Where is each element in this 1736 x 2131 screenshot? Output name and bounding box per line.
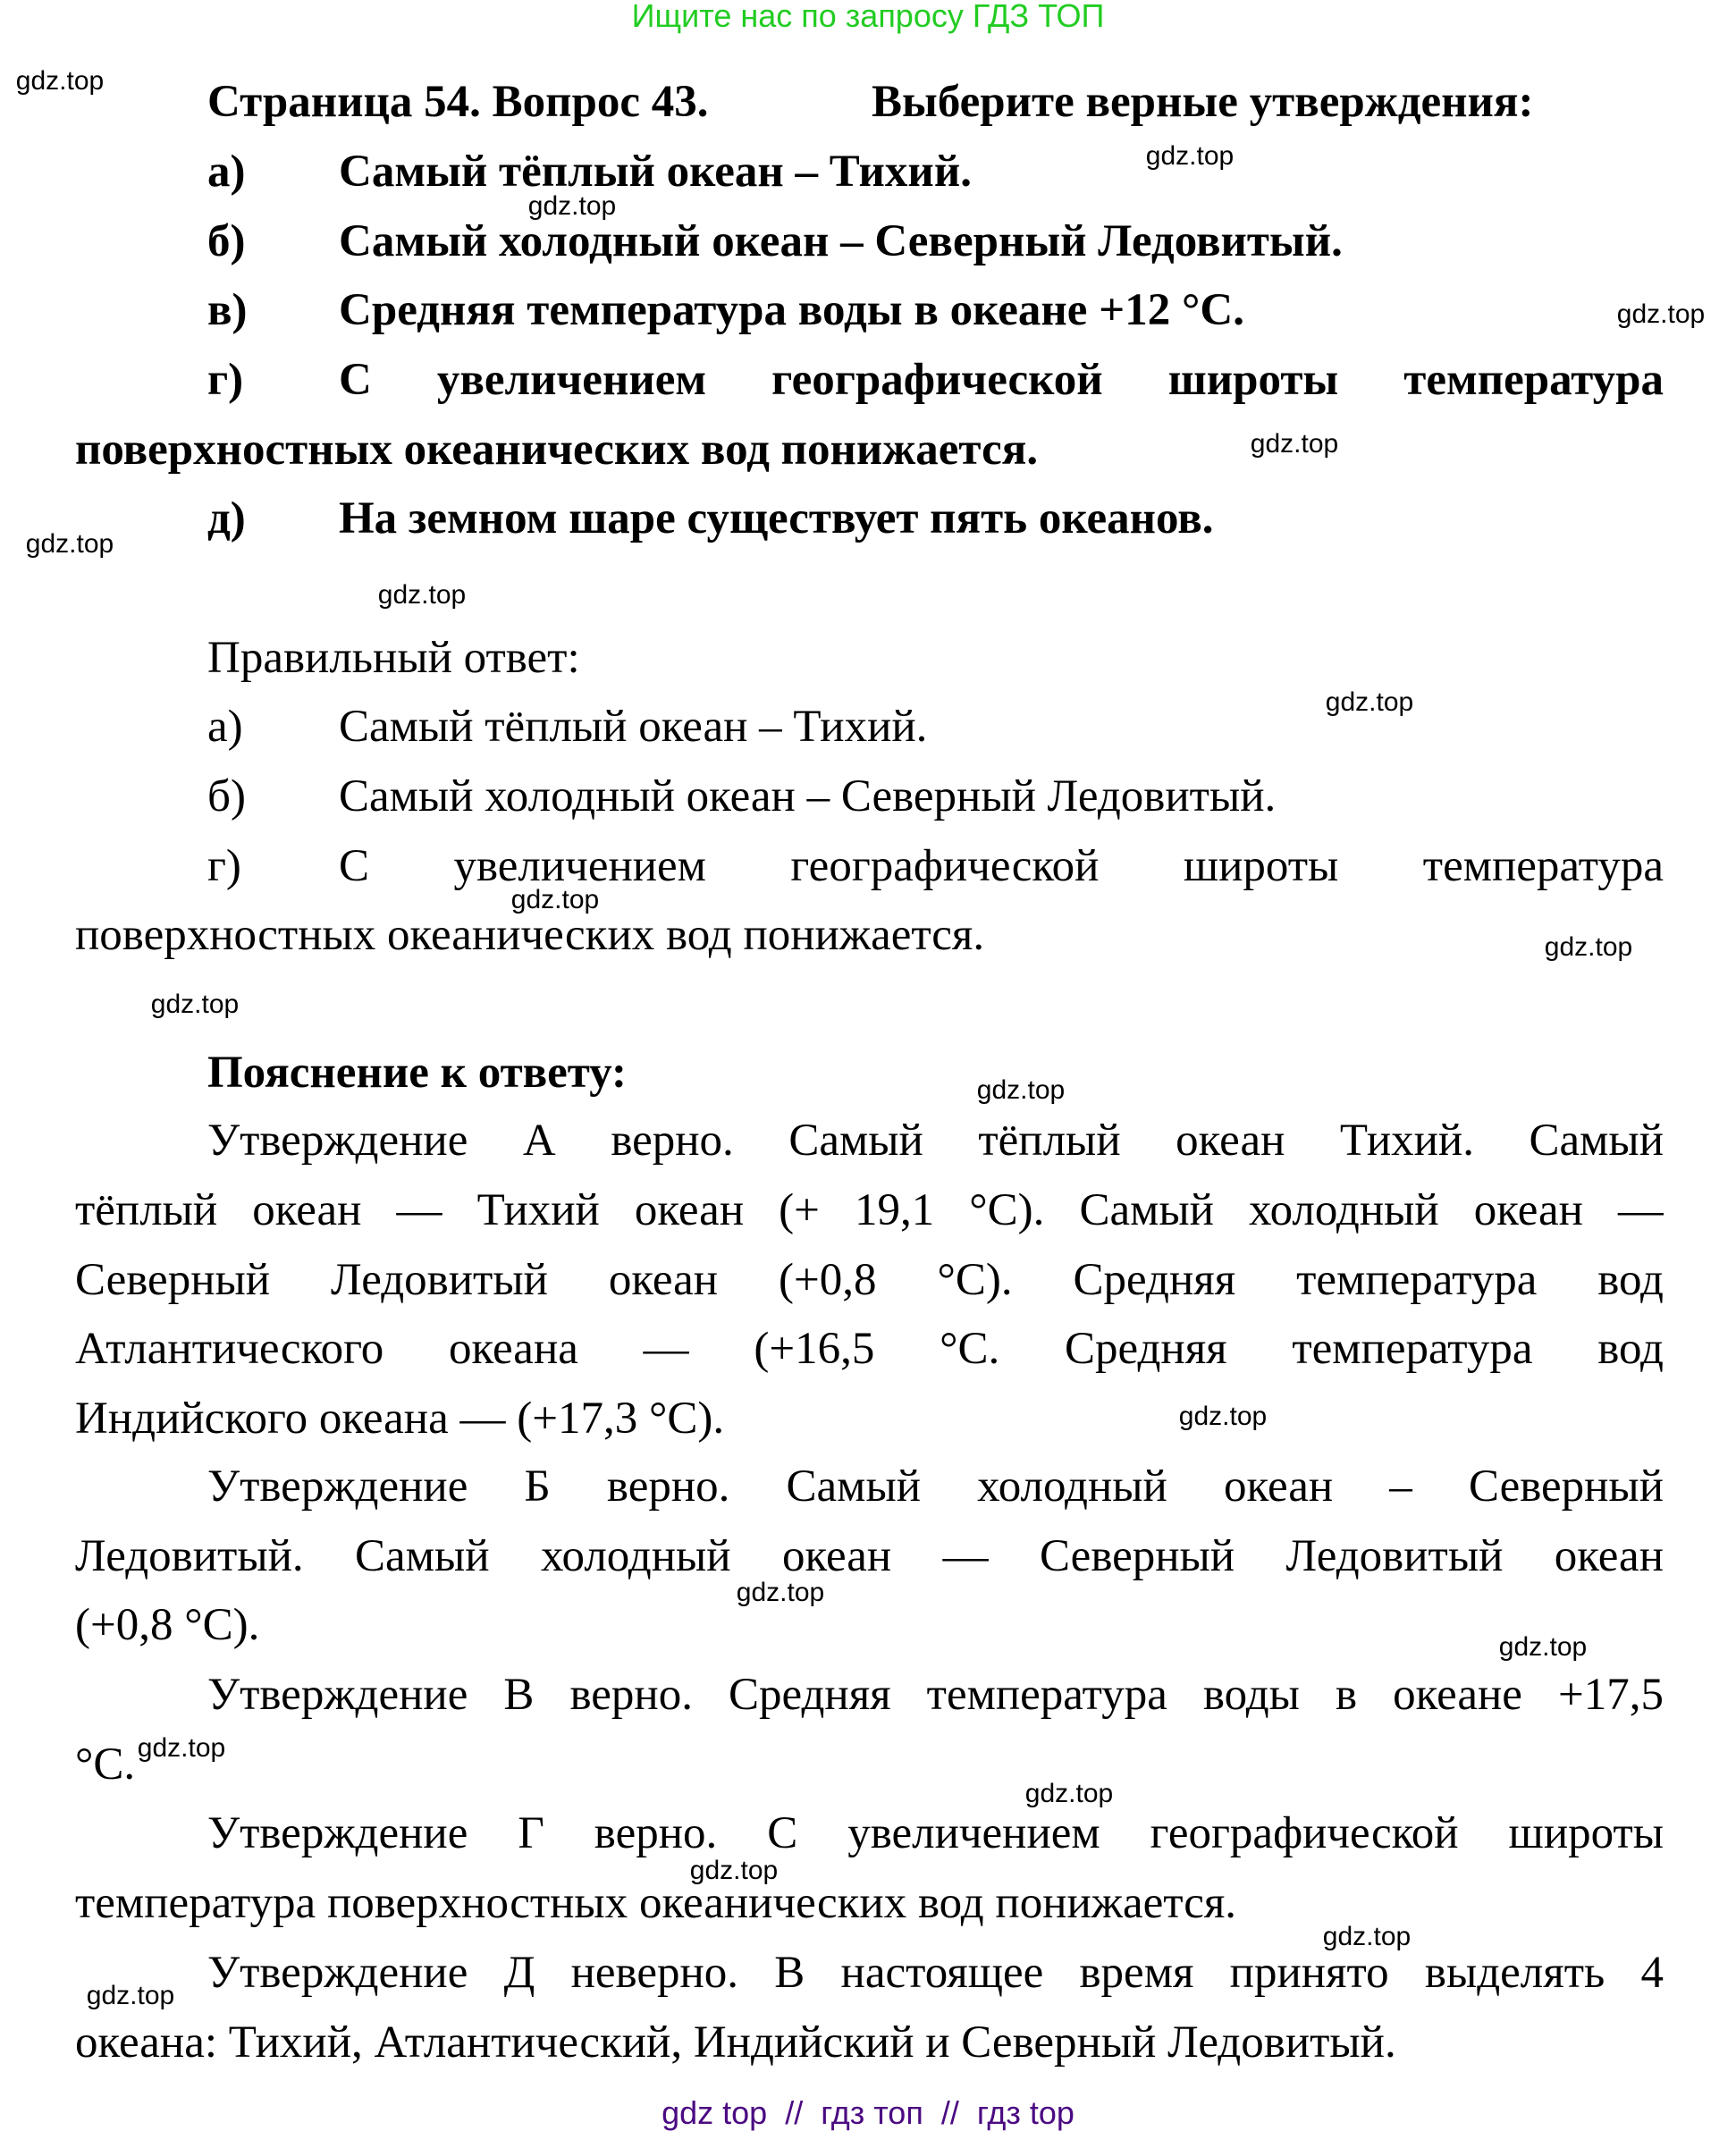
watermark: gdz.top (1145, 141, 1235, 171)
question-number: Страница 54. Вопрос 43. (207, 77, 709, 127)
watermark: gdz.top (1024, 1779, 1114, 1808)
bottom-banner[interactable]: gdz top // гдз топ // гдз top (662, 2094, 1074, 2131)
watermark: gdz.top (377, 580, 467, 610)
top-banner[interactable]: Ищите нас по запросу ГДЗ ТОП (631, 0, 1105, 34)
answer-text-continued: поверхностных океанических вод понижается. (75, 910, 985, 960)
explanation-line: Индийского океана — (+17,3 °С). (75, 1394, 725, 1444)
answer-label: б) (207, 771, 246, 821)
option-label: г) (207, 355, 244, 405)
explanation-title: Пояснение к ответу: (207, 1048, 627, 1098)
option-text-continued: поверхностных океанических вод понижается. (75, 425, 1039, 475)
option-text: Самый тёплый океан – Тихий. (339, 147, 972, 197)
explanation-line: Ледовитый. Самый холодный океан — Северный Ледовитый океан (75, 1531, 1664, 1581)
watermark: gdz.top (1322, 1922, 1412, 1951)
answer-label: а) (207, 702, 243, 752)
option-label: д) (207, 493, 246, 543)
explanation-line: Утверждение А верно. Самый тёплый океан Тихий. Самый (207, 1116, 1664, 1166)
explanation-line: температура поверхностных океанических вод понижается. (75, 1878, 1237, 1928)
option-text: Средняя температура воды в океане +12 °С. (339, 285, 1244, 335)
watermark: gdz.top (86, 1981, 175, 2010)
explanation-line: °С. (75, 1739, 136, 1790)
explanation-line: океана: Тихий, Атлантический, Индийский и Северный Ледовитый. (75, 2017, 1396, 2068)
explanation-line: Утверждение Д неверно. В настоящее время принято выделять 4 (207, 1948, 1664, 1998)
watermark: gdz.top (527, 191, 617, 221)
explanation-line: Утверждение Г верно. С увеличением географической широты (207, 1808, 1664, 1858)
watermark: gdz.top (736, 1578, 825, 1607)
watermark: gdz.top (1178, 1402, 1268, 1431)
watermark: gdz.top (25, 529, 114, 559)
watermark: gdz.top (1325, 687, 1414, 717)
option-text: На земном шаре существует пять океанов. (339, 493, 1214, 543)
answer-text: Самый холодный океан – Северный Ледовитый. (339, 771, 1277, 821)
explanation-line: Утверждение Б верно. Самый холодный океан – Северный (207, 1461, 1664, 1512)
explanation-line: (+0,8 °С). (75, 1600, 260, 1650)
explanation-line: Утверждение В верно. Средняя температура воды в океане +17,5 (207, 1670, 1664, 1720)
question-prompt: Выберите верные утверждения: (872, 77, 1534, 127)
option-text: С увеличением географической широты температура (339, 355, 1664, 405)
watermark: gdz.top (15, 66, 105, 96)
watermark: gdz.top (689, 1856, 779, 1885)
option-text: Самый холодный океан – Северный Ледовитый. (339, 216, 1343, 266)
watermark: gdz.top (1544, 932, 1633, 962)
option-label: а) (207, 147, 246, 197)
explanation-line: Атлантического океана — (+16,5 °С. Средняя температура вод (75, 1324, 1664, 1374)
explanation-line: Северный Ледовитый океан (+0,8 °С). Средняя температура вод (75, 1255, 1664, 1305)
answer-label: г) (207, 841, 241, 891)
answer-text: Самый тёплый океан – Тихий. (339, 702, 928, 752)
answer-title: Правильный ответ: (207, 633, 580, 683)
watermark: gdz.top (510, 885, 600, 914)
option-label: в) (207, 285, 248, 335)
watermark: gdz.top (1250, 429, 1339, 459)
watermark: gdz.top (137, 1733, 226, 1763)
option-label: б) (207, 216, 246, 266)
answer-text: С увеличением географической широты температура (339, 841, 1664, 891)
watermark: gdz.top (976, 1075, 1066, 1105)
watermark: gdz.top (1498, 1632, 1588, 1662)
watermark: gdz.top (1616, 299, 1706, 329)
watermark: gdz.top (150, 990, 240, 1019)
explanation-line: тёплый океан — Тихий океан (+ 19,1 °С). Самый холодный океан — (75, 1185, 1664, 1235)
